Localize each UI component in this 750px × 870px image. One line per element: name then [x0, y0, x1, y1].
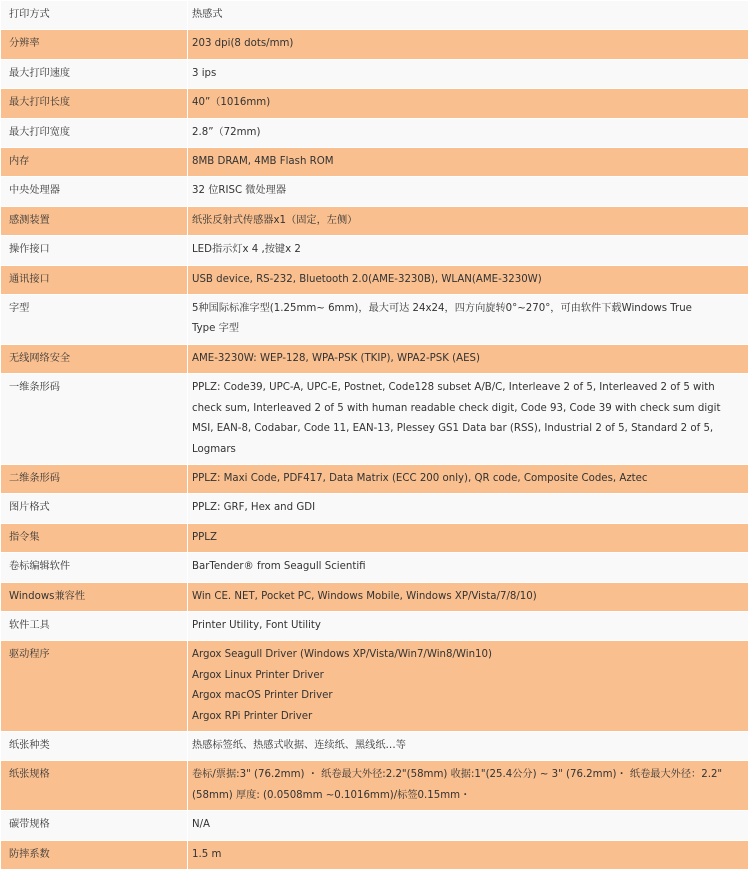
spec-value-line: 热感标签纸、热感式收据、连续纸、黑线纸…等 — [192, 739, 406, 751]
spec-value — [188, 494, 749, 523]
spec-value-line: 8MB DRAM, 4MB Flash ROM — [192, 156, 334, 168]
spec-label: 感测装置 — [1, 206, 188, 235]
spec-label: 二维条形码 — [1, 464, 188, 493]
spec-label: 软件工具 — [1, 611, 188, 640]
table-row — [1, 177, 749, 206]
spec-label: 最大打印长度 — [1, 89, 188, 118]
spec-value-line: Argox macOS Printer Driver — [192, 690, 333, 702]
spec-label: 最大打印宽度 — [1, 118, 188, 147]
spec-value-line: LED指示灯x 4 ,按键x 2 — [192, 244, 301, 256]
spec-label: 最大打印速度 — [1, 59, 188, 88]
table-row — [1, 761, 749, 811]
spec-label: 字型 — [1, 295, 188, 345]
spec-value — [188, 118, 749, 147]
spec-value-line: check sum, Interleaved 2 of 5 with human readable check digit, Code 93, Code 39 with check sum digit — [192, 402, 721, 414]
spec-value-line: PPLZ: Code39, UPC-A, UPC-E, Postnet, Code128 subset A/B/C, Interleave 2 of 5, Interleaved 2 of 5 with — [192, 382, 715, 394]
spec-value-line: Argox Linux Printer Driver — [192, 669, 324, 681]
spec-value-line: PPLZ: Maxi Code, PDF417, Data Matrix (ECC 200 only), QR code, Composite Codes, Aztec — [192, 472, 648, 484]
spec-value — [188, 582, 749, 611]
table-row — [1, 295, 749, 345]
spec-value-line: Argox Seagull Driver (Windows XP/Vista/Win7/Win8/Win10) — [192, 649, 492, 661]
spec-value — [188, 731, 749, 760]
table-row — [1, 118, 749, 147]
spec-value — [188, 374, 749, 465]
spec-label: 纸张种类 — [1, 731, 188, 760]
spec-value-line: 纸张反射式传感器x1（固定，左侧） — [192, 214, 358, 226]
spec-value — [188, 30, 749, 59]
spec-label: 指令集 — [1, 523, 188, 552]
spec-label: 图片格式 — [1, 494, 188, 523]
spec-label: 纸张规格 — [1, 761, 188, 811]
table-row — [1, 89, 749, 118]
spec-value-line: (58mm) 厚度: (0.0508mm ~0.1016mm)/标签0.15mm・ — [192, 789, 471, 801]
table-row — [1, 59, 749, 88]
spec-value — [188, 59, 749, 88]
table-row — [1, 553, 749, 582]
table-row — [1, 464, 749, 493]
table-row — [1, 344, 749, 373]
spec-label: 打印方式 — [1, 1, 188, 30]
spec-value-line: PPLZ — [192, 531, 217, 543]
spec-value — [188, 761, 749, 811]
spec-value — [188, 811, 749, 840]
spec-value — [188, 611, 749, 640]
spec-label: 操作接口 — [1, 236, 188, 265]
spec-value-line: 2.8”（72mm) — [192, 126, 261, 138]
spec-label: 分辨率 — [1, 30, 188, 59]
spec-label: 驱动程序 — [1, 641, 188, 732]
spec-value — [188, 89, 749, 118]
spec-value-line: 热感式 — [192, 9, 223, 20]
spec-value-line: AME-3230W: WEP-128, WPA-PSK (TKIP), WPA2-PSK (AES) — [192, 352, 481, 364]
table-row — [1, 148, 749, 177]
spec-label: 一维条形码 — [1, 374, 188, 465]
spec-value-line: Win CE. NET, Pocket PC, Windows Mobile, Windows XP/Vista/7/8/10) — [192, 590, 537, 602]
spec-value-line: USB device, RS-232, Bluetooth 2.0(AME-3230B), WLAN(AME-3230W) — [192, 273, 542, 285]
spec-label: 卷标编辑软件 — [1, 553, 188, 582]
spec-label: 内存 — [1, 148, 188, 177]
table-row — [1, 611, 749, 640]
spec-value-line: Type 字型 — [192, 323, 240, 335]
spec-value-line: 32 位RISC 微处理器 — [192, 185, 287, 197]
table-row — [1, 265, 749, 294]
table-row — [1, 30, 749, 59]
spec-value — [188, 236, 749, 265]
spec-value-line: 1.5 m — [192, 848, 222, 860]
table-row — [1, 582, 749, 611]
spec-value — [188, 177, 749, 206]
spec-table-body — [1, 1, 749, 870]
spec-label: 碳带规格 — [1, 811, 188, 840]
spec-value-line: 5种国际标准字型(1.25mm~ 6mm)，最大可达 24x24，四方向旋转0°~270°，可由软件下载Windows True — [192, 303, 692, 315]
spec-label: 中央处理器 — [1, 177, 188, 206]
spec-value-line: PPLZ: GRF, Hex and GDI — [192, 502, 316, 514]
spec-label: Windows兼容性 — [1, 582, 188, 611]
spec-value — [188, 295, 749, 345]
spec-label: 无线网络安全 — [1, 344, 188, 373]
spec-value — [188, 206, 749, 235]
table-row — [1, 494, 749, 523]
table-row — [1, 206, 749, 235]
spec-label: 防摔系数 — [1, 840, 188, 869]
spec-value-line: Argox RPi Printer Driver — [192, 710, 313, 722]
spec-value-line: Printer Utility, Font Utility — [192, 619, 321, 631]
table-row — [1, 236, 749, 265]
spec-value-line: 卷标/票据:3" (76.2mm) ・ 纸卷最大外径:2.2"(58mm) 收据:1"(25.4公分) ~ 3" (76.2mm)・ 纸卷最大外径：2.2" — [192, 769, 723, 781]
table-row — [1, 374, 749, 465]
spec-value-line: 203 dpi(8 dots/mm) — [192, 38, 294, 50]
spec-label: 通讯接口 — [1, 265, 188, 294]
table-row — [1, 1, 749, 30]
spec-value-line: Logmars — [192, 443, 236, 455]
spec-value-line: 3 ips — [192, 67, 217, 79]
spec-value — [188, 1, 749, 30]
spec-value-line: BarTender® from Seagull Scientifi — [192, 561, 366, 573]
spec-value — [188, 265, 749, 294]
spec-value — [188, 148, 749, 177]
spec-value-line: 40”（1016mm) — [192, 97, 271, 109]
spec-value — [188, 641, 749, 732]
spec-value — [188, 553, 749, 582]
table-row — [1, 811, 749, 840]
spec-value — [188, 464, 749, 493]
table-row — [1, 731, 749, 760]
spec-value-line: MSI, EAN-8, Codabar, Code 11, EAN-13, Plessey GS1 Data bar (RSS), Industrial 2 of 5, Standard 2 of 5, — [192, 423, 714, 435]
spec-value — [188, 523, 749, 552]
spec-value — [188, 344, 749, 373]
table-row — [1, 641, 749, 732]
spec-value-line: N/A — [192, 819, 211, 831]
table-row — [1, 523, 749, 552]
